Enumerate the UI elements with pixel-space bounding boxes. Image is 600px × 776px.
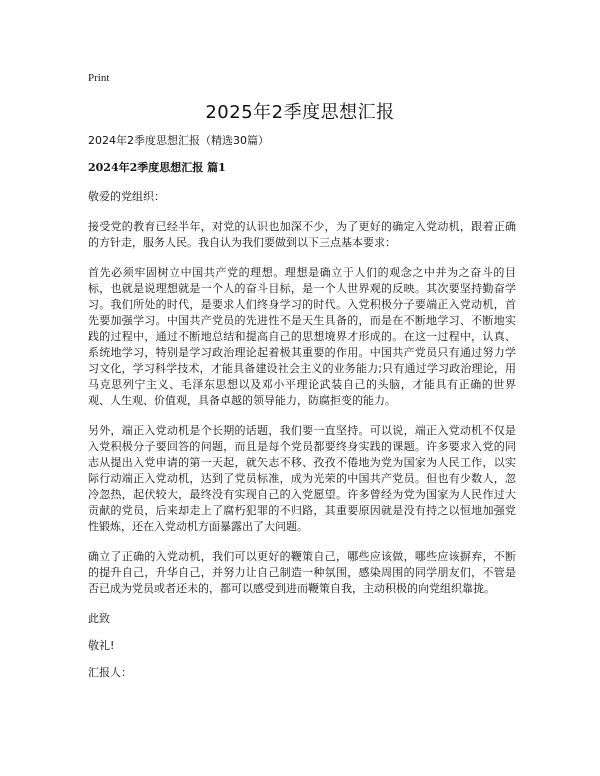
document-body — [88, 133, 516, 692]
paragraph-1: 接受党的教育已经半年，对党的认识也加深不少，为了更好的确定入党动机，跟着正确的方针走，服务人民。我自认为我们要做到以下三点基本要求： — [88, 220, 516, 249]
print-label: Print — [88, 72, 110, 84]
paragraph-2: 首先必须牢固树立中国共产党的理想。理想是确立于人们的观念之中并为之奋斗的目标，也就是说理想就是一个人的奋斗目标，是一个人世界观的反映。其次要坚持勤奋学习。我们所处的时代，是要求人们终身学习的时代。入党积极分子要端正入党动机，首先要加强学习。中国共产党员的先进性不是天生具备的，而是在不断地学习、不断地实践的过程中，通过不断地总结和提高自己的思想境界才形成的。在这一过程中，认真、系统地学习，特别是学习政治理论起着极其重要的作用。中国共产党员只有通过努力学习文化，学习科学技术，才能具备建设社会主义的业务能力;只有通过学习政治理论，用马克思列宁主义、毛泽东思想以及邓小平理论武装自己的头脑，才能具有正确的世界观、人生观、价值观，具备卓越的领导能力，防腐拒变的能力。 — [88, 266, 516, 407]
closing-line-jingli: 敬礼! — [88, 639, 115, 652]
document-subtitle: 2024年2季度思想汇报（精选30篇） — [88, 134, 269, 147]
closing-line-cizhi: 此致 — [88, 612, 110, 625]
paragraph-4: 确立了正确的入党动机，我们可以更好的鞭策自己，哪些应该做，哪些应该摒弃，不断的提升自己，升华自己，并努力让自己制造一种氛围，感染周围的同学朋友们，不管是否已成为党员或者还未的，都可以感受到进而鞭策自我，主动积极的向党组织靠拢。 — [88, 550, 516, 595]
reporter-label: 汇报人： — [88, 666, 132, 679]
section-heading: 2024年2季度思想汇报 篇1 — [88, 161, 226, 174]
document-title: 2025年2季度思想汇报 — [205, 102, 395, 123]
salutation: 敬爱的党组织： — [88, 190, 165, 203]
paragraph-3: 另外，端正入党动机是个长期的话题，我们要一直坚持。可以说，端正入党动机不仅是入党积极分子要回答的问题，而且是每个党员都要终身实践的课题。许多要求入党的同志从提出入党申请的第一天起，就矢志不移、孜孜不倦地为党为国家为人民工作，以实际行动端正入党动机，达到了党员标准，成为光荣的中国共产党员。但也有少数人，忽冷忽热，起伏较大，最终没有实现自己的入党愿望。许多曾经为党为国家为人民作过大贡献的党员，后来却走上了腐朽犯罪的不归路，其重要原因就是没有持之以恒地加强党性锻炼，还在入党动机方面暴露出了大问题。 — [88, 424, 516, 533]
